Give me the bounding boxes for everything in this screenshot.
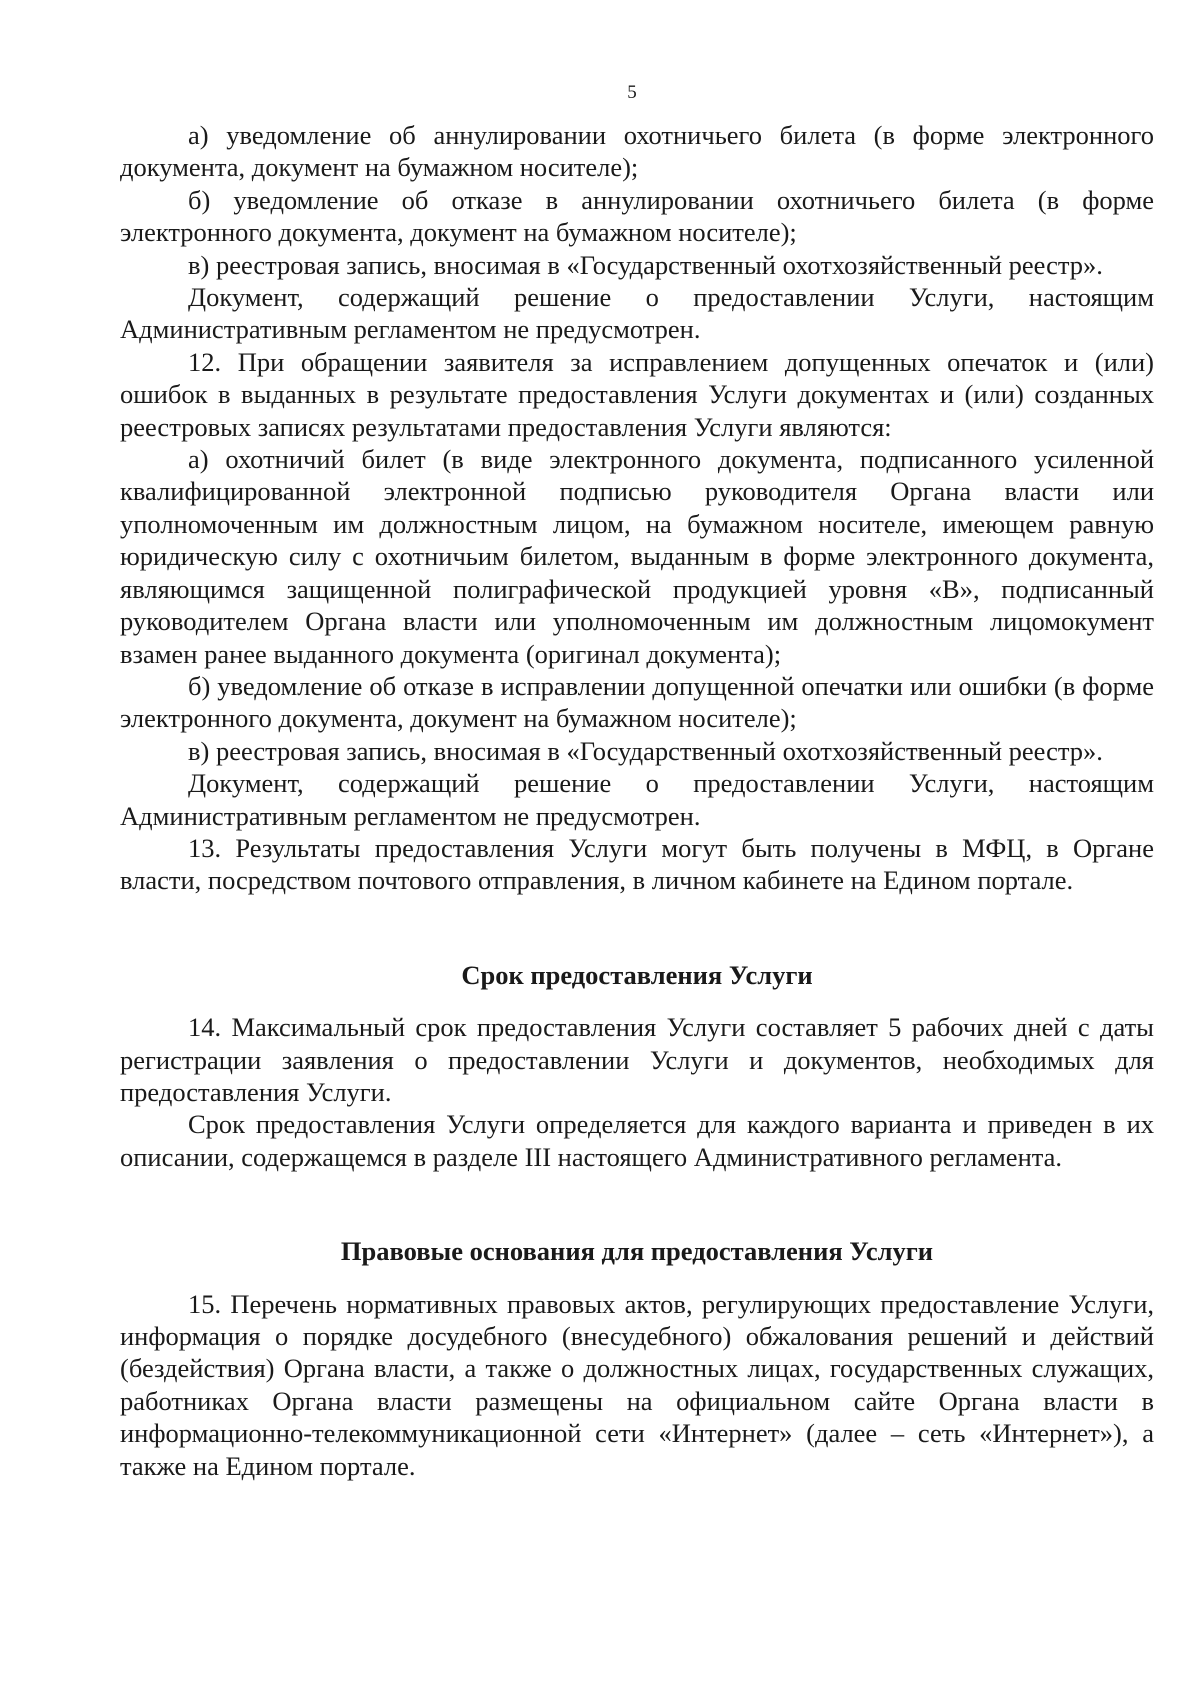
paragraph-decision-note: Документ, содержащий решение о предоставлении Услуги, настоящим Административным регламентом не предусмотрен. [120, 282, 1154, 345]
paragraph-1c-registry-entry: в) реестровая запись, вносимая в «Государственный охотхозяйственный реестр». [188, 249, 1103, 280]
paragraph-14: 14. Максимальный срок предоставления Услуги составляет 5 рабочих дней с даты регистрации заявления о предоставлении Услуги и документов, необходимых для предоставления Услуги. [120, 1012, 1154, 1107]
page-number: 5 [627, 82, 637, 103]
paragraph-12b-refusal-notice: б) уведомление об отказе в исправлении допущенной опечатки или ошибки (в форме электронного документа, документ на бумажном носителе); [120, 670, 1154, 734]
section-heading-legal-grounds: Правовые основания для предоставления Услуги [340, 1236, 934, 1267]
paragraph-1b-refusal-notice: б) уведомление об отказе в аннулировании охотничьего билета (в форме электронного документа, документ на бумажном носителе); [120, 184, 1154, 248]
document-body [120, 119, 1154, 1482]
paragraph-12c-registry-entry: в) реестровая запись, вносимая в «Государственный охотхозяйственный реестр». [188, 735, 1103, 766]
paragraph-decision-note-2: Документ, содержащий решение о предоставлении Услуги, настоящим Административным регламентом не предусмотрен. [120, 768, 1154, 831]
paragraph-13: 13. Результаты предоставления Услуги могут быть получены в МФЦ, в Органе власти, посредством почтового отправления, в личном кабинете на Едином портале. [120, 832, 1154, 896]
paragraph-15: 15. Перечень нормативных правовых актов, регулирующих предоставление Услуги, информация о порядке досудебного (внесудебного) обжалования решений и действий (бездействия) Органа власти, а также о должностных лицах, государственных служащих, работниках Органа власти размещены на официальном сайте Органа власти в информационно-телекоммуникационной сети «Интернет» (далее – сеть «Интернет»), а также на Едином портале. [120, 1288, 1154, 1481]
paragraph-1a-annulment-notice: а) уведомление об аннулировании охотничьего билета (в форме электронного документа, документ на бумажном носителе); [120, 120, 1154, 183]
section-heading-service-term: Срок предоставления Услуги [461, 959, 813, 990]
paragraph-12: 12. При обращении заявителя за исправлением допущенных опечаток и (или) ошибок в выданных в результате предоставления Услуги документах и (или) созданных реестровых записях результатами предоставления Услуги являются: [120, 346, 1154, 442]
paragraph-12a-hunting-ticket: а) охотничий билет (в виде электронного документа, подписанного усиленной квалифицированной электронной подписью руководителя Органа власти или уполномоченным им должностным лицом, на бумажном носителе, имеющем равную юридическую силу с охотничьим билетом, выданным в форме электронного документа, являющимся защищенной полиграфической продукцией уровня «В», подписанный руководителем Органа власти или уполномоченным им должностным лицомокумент взамен ранее выданного документа (оригинал документа); [120, 444, 1154, 669]
paragraph-term-per-variant: Срок предоставления Услуги определяется для каждого варианта и приведен в их описании, содержащемся в разделе III настоящего Административного регламента. [120, 1109, 1154, 1172]
